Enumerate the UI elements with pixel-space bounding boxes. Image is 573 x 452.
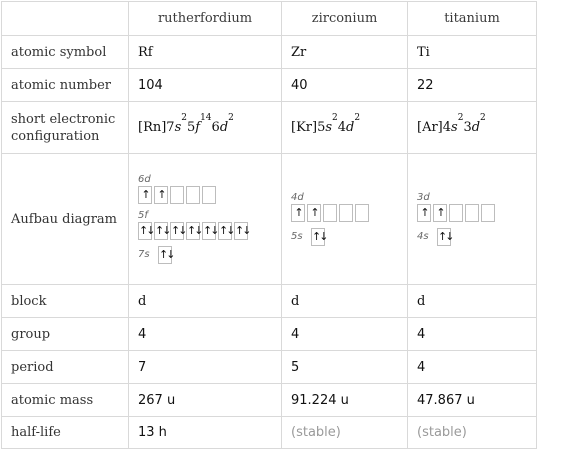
- orbital-box: [355, 204, 369, 222]
- cell-rf-half-life: 13 h: [129, 417, 282, 449]
- row-label-block: block: [2, 285, 129, 318]
- row-label-electron-config-line1: short electronic: [11, 111, 116, 127]
- cell-ti-atomic-number: 22: [408, 69, 537, 102]
- cell-ti-group: 4: [408, 318, 537, 351]
- cell-rf-group: 4: [129, 318, 282, 351]
- orbital-box: ↑: [138, 186, 152, 204]
- cell-zr-symbol: Zr: [282, 36, 408, 69]
- row-label-group: group: [2, 318, 129, 351]
- orbital-box: ↑↓: [154, 222, 168, 240]
- orbital-boxes: [311, 228, 325, 246]
- cell-ti-electron-config: $[Ar]4s^23d^2$: [408, 102, 537, 154]
- cell-zr-atomic-number: 40: [282, 69, 408, 102]
- orbital-box: ↑↓: [170, 222, 184, 240]
- table-row: [2, 69, 537, 102]
- cell-ti-block: d: [408, 285, 537, 318]
- orbital-6d: [138, 174, 281, 204]
- orbital-box: [449, 204, 463, 222]
- orbital-box: [170, 186, 184, 204]
- cell-ti-aufbau: [408, 154, 537, 285]
- table-row: [2, 154, 537, 285]
- table-row: [2, 102, 537, 154]
- row-label-half-life: half-life: [2, 417, 129, 449]
- orbital-label: 7s: [138, 249, 150, 260]
- orbital-box: ↑↓: [234, 222, 248, 240]
- cell-rf-atomic-mass: 267 u: [129, 384, 282, 417]
- row-label-atomic-number: atomic number: [2, 69, 129, 102]
- cell-zr-atomic-mass: 91.224 u: [282, 384, 408, 417]
- cell-ti-period: 4: [408, 351, 537, 384]
- table-row: [2, 417, 537, 449]
- cell-zr-electron-config: $[Kr]5s^24d^2$: [282, 102, 408, 154]
- orbital-boxes: [158, 246, 172, 264]
- orbital-boxes: [138, 186, 281, 204]
- cell-ti-half-life: (stable): [408, 417, 537, 449]
- orbital-box: ↑↓: [311, 228, 325, 246]
- cell-rf-block: d: [129, 285, 282, 318]
- orbital-box: ↑↓: [437, 228, 451, 246]
- orbital-box: ↑: [433, 204, 447, 222]
- orbital-boxes: [138, 222, 281, 240]
- row-label-aufbau: Aufbau diagram: [2, 154, 129, 285]
- cell-zr-block: d: [282, 285, 408, 318]
- orbital-label: 5f: [138, 210, 148, 221]
- orbital-boxes: [291, 204, 407, 222]
- orbital-label: 4d: [291, 192, 304, 203]
- row-label-period: period: [2, 351, 129, 384]
- cell-rf-symbol: Rf: [129, 36, 282, 69]
- cell-rf-period: 7: [129, 351, 282, 384]
- cell-rf-atomic-number: 104: [129, 69, 282, 102]
- orbital-box: [339, 204, 353, 222]
- row-label-atomic-symbol: atomic symbol: [2, 36, 129, 69]
- cell-rf-aufbau: [129, 154, 282, 285]
- orbital-box: ↑↓: [138, 222, 152, 240]
- orbital-box: ↑↓: [202, 222, 216, 240]
- orbital-box: ↑: [154, 186, 168, 204]
- cell-ti-symbol: Ti: [408, 36, 537, 69]
- orbital-box: ↑: [291, 204, 305, 222]
- orbital-label: 5s: [291, 231, 303, 242]
- orbital-4s: [417, 228, 536, 246]
- orbital-4d: [291, 192, 407, 222]
- header-row: [2, 2, 537, 36]
- cell-zr-period: 5: [282, 351, 408, 384]
- orbital-7s: [138, 246, 281, 264]
- orbital-5s: [291, 228, 407, 246]
- row-label-electron-config-line2: configuration: [11, 128, 100, 144]
- orbital-box: [323, 204, 337, 222]
- cell-rf-electron-config: $[Rn]7s^25f^{14}6d^2$: [129, 102, 282, 154]
- orbital-box: ↑: [417, 204, 431, 222]
- element-comparison-table: [1, 1, 537, 449]
- orbital-3d: [417, 192, 536, 222]
- orbital-label: 4s: [417, 231, 429, 242]
- table-row: [2, 351, 537, 384]
- orbital-box: [481, 204, 495, 222]
- cell-ti-atomic-mass: 47.867 u: [408, 384, 537, 417]
- table-row: [2, 36, 537, 69]
- row-label-electron-config: [2, 102, 129, 154]
- orbital-box: ↑↓: [158, 246, 172, 264]
- row-label-atomic-mass: atomic mass: [2, 384, 129, 417]
- orbital-label: 3d: [417, 192, 430, 203]
- orbital-box: [186, 186, 200, 204]
- column-header-titanium: titanium: [408, 2, 537, 36]
- orbital-box: ↑↓: [218, 222, 232, 240]
- column-header-rutherfordium: rutherfordium: [129, 2, 282, 36]
- table-row: [2, 318, 537, 351]
- orbital-box: ↑↓: [186, 222, 200, 240]
- header-corner: [2, 2, 129, 36]
- cell-zr-aufbau: [282, 154, 408, 285]
- orbital-boxes: [437, 228, 451, 246]
- orbital-label: 6d: [138, 174, 151, 185]
- orbital-box: [202, 186, 216, 204]
- table-row: [2, 384, 537, 417]
- orbital-box: [465, 204, 479, 222]
- orbital-box: ↑: [307, 204, 321, 222]
- table-row: [2, 285, 537, 318]
- column-header-zirconium: zirconium: [282, 2, 408, 36]
- orbital-5f: [138, 210, 281, 240]
- cell-zr-group: 4: [282, 318, 408, 351]
- orbital-boxes: [417, 204, 536, 222]
- cell-zr-half-life: (stable): [282, 417, 408, 449]
